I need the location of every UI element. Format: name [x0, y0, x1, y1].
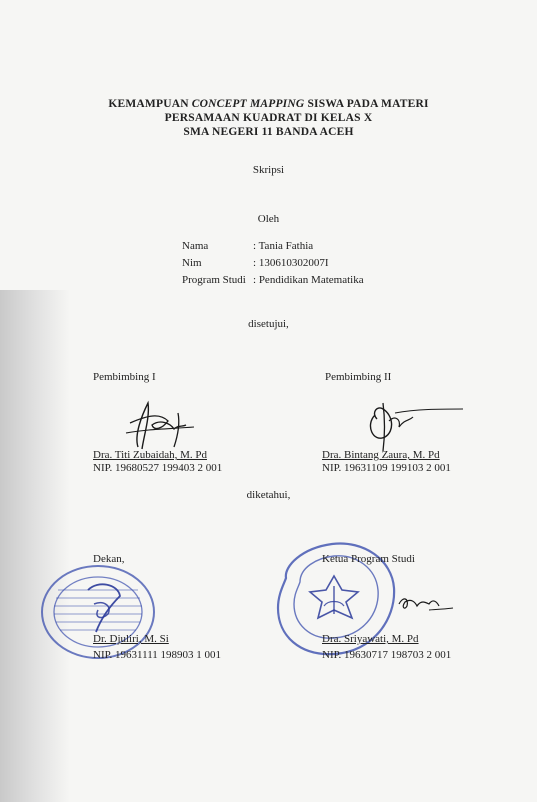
dean-nip: NIP. 19631111 198903 1 001 — [93, 649, 222, 661]
dean-name: Dr. Djuliri, M. Si — [93, 633, 169, 645]
supervisor1-name: Dra. Titi Zubaidah, M. Pd — [93, 449, 207, 461]
author-info — [182, 238, 364, 289]
head-signature — [395, 588, 455, 618]
approved-label: disetujui, — [248, 318, 289, 330]
head-nip: NIP. 19630717 198703 2 001 — [322, 649, 452, 661]
author-program-row: Program Studi : Pendidikan Matematika — [182, 272, 364, 289]
supervisor1-role: Pembimbing I — [93, 371, 156, 383]
thesis-title — [0, 97, 537, 139]
by-label: Oleh — [257, 213, 280, 225]
supervisor2-nip: NIP. 19631109 199103 2 001 — [322, 462, 451, 474]
supervisor1-nip: NIP. 19680527 199403 2 001 — [93, 462, 223, 474]
known-label: diketahui, — [246, 489, 291, 501]
head-name: Dra. Sriyawati, M. Pd — [322, 633, 419, 645]
supervisor2-name: Dra. Bintang Zaura, M. Pd — [322, 449, 440, 461]
title-italic-term: CONCEPT MAPPING — [191, 98, 305, 110]
head-role: Ketua Program Studi — [322, 553, 415, 565]
title-line-2: PERSAMAAN KUADRAT DI KELAS X — [164, 112, 373, 124]
title-line-1: KEMAMPUAN CONCEPT MAPPING SISWA PADA MATERI — [108, 98, 429, 110]
author-name-row: Nama : Tania Fathia — [182, 238, 364, 255]
supervisor2-signature — [355, 395, 465, 455]
supervisor1-signature — [108, 395, 203, 455]
document-type: Skripsi — [252, 164, 285, 176]
dean-role: Dekan, — [93, 553, 125, 565]
author-nim-row: Nim : 130610302007I — [182, 255, 364, 272]
supervisor2-role: Pembimbing II — [325, 371, 392, 383]
title-line-3: SMA NEGERI 11 BANDA ACEH — [183, 126, 354, 138]
